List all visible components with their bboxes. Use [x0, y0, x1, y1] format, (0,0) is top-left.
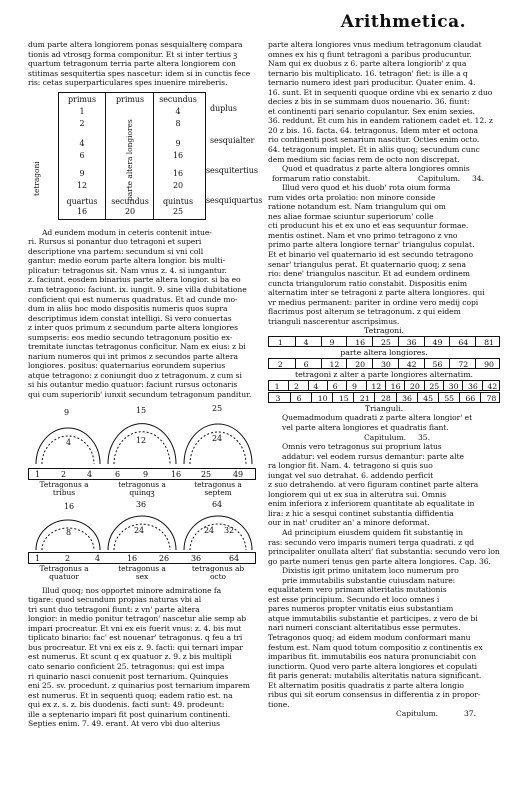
side-label: sesquitertius	[206, 165, 258, 175]
text-line: ille a septenario impari fit post quinarium continenti.	[28, 709, 231, 719]
table-cell: 8	[175, 118, 181, 128]
cell-divider	[404, 381, 405, 390]
left-column	[28, 40, 263, 729]
cell-divider	[449, 337, 450, 346]
text-line: ternario bis multiplicato. 16. tetragon' fiet: is ille a q	[268, 68, 468, 78]
row-value: 25	[429, 382, 440, 392]
text-line: tigare: quod secundum propias naturas vbi al	[28, 595, 202, 605]
arch	[184, 424, 252, 464]
row-value: 30	[448, 382, 459, 392]
arch-inner-value: 24	[204, 525, 215, 535]
text-line: mentis ostinet. Nam et vno primo tetragono z vno	[268, 230, 458, 240]
text-line: fit paris generat: mutabilis alteritatis natura significant.	[268, 671, 482, 681]
chapter-subtitle: vel parte altera longiores et quadratis fiant.	[282, 422, 449, 432]
middle-vertical-label: parte altera longiores	[125, 119, 134, 201]
arch-labels-top	[28, 480, 256, 500]
text-line: principaliter onullata alteri' fiat substantia: secundo vero lon	[268, 547, 500, 557]
text-line: longiorem qui ut ex sua in alterutra sui. Omnis	[268, 489, 447, 499]
chapter-number: 34.	[472, 173, 484, 183]
row-value: 15	[338, 394, 349, 404]
text-line: primo parte altera longiore ternar' triangulus copulat.	[268, 240, 475, 250]
row-value: 9	[143, 469, 149, 479]
cell-divider	[424, 381, 425, 390]
row-value: 4	[87, 469, 93, 479]
cell-divider	[353, 393, 354, 402]
row-value: 16	[127, 553, 138, 563]
text-line: go parte numeri tenus gen parte altera longiores. Cap. 36.	[268, 556, 491, 566]
cell-divider	[398, 359, 399, 368]
row-value: 49	[233, 469, 244, 479]
text-line: rum vides orta prolatio: non minore conside	[268, 192, 436, 202]
row-value: 2	[61, 469, 67, 479]
row-value: 78	[486, 394, 497, 404]
text-line: qui ex z. s. z. bis duodenis. facti sunt: 49. prodeunt:	[28, 700, 225, 710]
text-line: parte altera longiores vnus medium tetragonum claudat	[268, 40, 482, 49]
chapter-35-paragraph	[268, 442, 500, 528]
chapter-heading-35	[268, 433, 500, 443]
side-label: duplus	[210, 103, 237, 113]
text-line: ra longior fit. Nam. 4. tetragono si quis suo	[268, 461, 433, 471]
cell-divider	[475, 337, 476, 346]
row-value: 3	[275, 394, 281, 404]
row-value: 42	[406, 360, 417, 370]
text-line: our in nat' cruditer an' a minore deformat.	[268, 518, 430, 528]
row-value: 1	[277, 338, 283, 348]
row-value: 36	[406, 338, 417, 348]
text-line: est numerus. Et in sequenti quoq; eadem ratio est. na	[28, 690, 233, 700]
table-header: primus	[115, 94, 145, 104]
table-caption: tetragoni z alter a parte longiores alternatim.	[295, 370, 473, 380]
row-value: 56	[432, 360, 443, 370]
text-line: dum parte altera longiorem ponas sesquialterę compara	[28, 40, 243, 49]
right-column	[268, 40, 500, 719]
text-line: Et alternatim positis quadratis z parte altera longio	[268, 680, 464, 690]
row-value: 45	[423, 394, 433, 404]
text-line: dum in aliis hoc modo dispositis numeris quos supra	[28, 304, 228, 314]
row-value: 4	[95, 553, 101, 563]
row-value: 1	[35, 469, 41, 479]
text-line: Tetragonos quoq; ad eidem modum conformari manu	[268, 632, 471, 642]
row-value: 25	[381, 338, 391, 348]
arch-inner-value: 24	[212, 433, 223, 443]
text-line: Nam qui ex duobus z 6. parte altera longiorib' z qua	[268, 59, 467, 69]
left-mid-paragraph	[28, 228, 256, 400]
cell-divider	[443, 381, 444, 390]
alternating-row	[268, 380, 500, 391]
text-line: imparibus fit. immutabilis eos natura pronunciabit con	[268, 652, 477, 662]
row-value: 9	[352, 382, 357, 392]
chapter-label: Capitulum.	[418, 173, 461, 183]
chapter-heading-34	[268, 174, 500, 184]
row-value: 36	[468, 382, 478, 392]
chapter-subtitle: formarum ratio constabit.	[272, 173, 371, 183]
text-line: iungat vel suo detrahat. 6. addendo perficit	[268, 470, 434, 480]
chapter-number: 35.	[418, 432, 430, 442]
table-bottom-value: 25	[172, 206, 184, 216]
text-line: omnes ex his q fiunt tetragoni a paribus producuntur.	[268, 49, 472, 59]
cell-divider	[321, 359, 322, 368]
row-value: 72	[458, 360, 469, 370]
arch-inner	[190, 524, 246, 550]
cell-divider	[372, 337, 373, 346]
row-value: 16	[171, 469, 182, 479]
row-value: 6	[296, 394, 302, 404]
text-line: plicatur: tetragonus sit. Nam vnus z. 4. si iungantur.	[28, 265, 227, 275]
left-bottom-paragraph	[28, 586, 256, 729]
ratio-table-grid	[58, 92, 206, 220]
text-line: est numerus. Et scunt q ex quatuor z. 9. z bis multipli	[28, 652, 232, 662]
text-line: eni 25. sv. procedunt. z quinarius post ternarium imparem	[28, 681, 250, 691]
text-line: tionis ad vtrosqꝫ forma componitur. Et si inter tertius ꝫ	[28, 49, 238, 59]
cell-divider	[332, 393, 333, 402]
arch-label: tetragonus a septem	[194, 479, 242, 497]
arch-diagram-bottom	[28, 500, 256, 552]
row-value: 26	[159, 553, 170, 563]
arch-diagram-top	[28, 404, 256, 468]
arch-inner-value: 24	[134, 525, 145, 535]
arch-inner-value: 4	[66, 437, 72, 447]
row-value: 55	[444, 394, 455, 404]
chapter-label: Capitulum.	[396, 709, 439, 719]
cell-divider	[480, 393, 481, 402]
table-caption: Tetragoni.	[364, 326, 404, 336]
table-cell: 16	[172, 168, 184, 178]
chapter-number: 37.	[464, 709, 476, 719]
row-value: 20	[355, 360, 366, 370]
text-line: rio continenti post senarium nascitur. Octies enim octo.	[268, 135, 480, 145]
text-line: et continenti pari senario copulantur. Sex enim sexies.	[268, 106, 476, 116]
text-line: sumpseris: eos medio secundo tetragonum positio ex-	[28, 332, 233, 342]
cell-divider	[449, 359, 450, 368]
text-line: decies z bis in se summam duos nouenario. 36. fiunt:	[268, 97, 470, 107]
chapter-heading-37	[268, 709, 500, 719]
table-bottom-value: 16	[76, 206, 88, 216]
text-line: 36. reddunt. Et cum his in eandem rationem cadet et. 12. z	[268, 116, 493, 126]
text-line: lira: z hic a sesqui continet substantia diffidentia	[268, 508, 454, 518]
text-line: longiores. positus: quaternarius eorundem superius	[28, 361, 226, 371]
arch-labels-bottom	[28, 564, 256, 586]
row-value: 30	[381, 360, 391, 370]
arch-value: 64	[212, 499, 223, 509]
row-value: 28	[381, 394, 391, 404]
cell-divider	[462, 381, 463, 390]
arch-label: Tetragonus a quatuor	[39, 563, 89, 581]
arch-label: tetragonus a sex	[118, 563, 166, 581]
row-value: 42	[487, 382, 498, 392]
cell-divider	[385, 381, 386, 390]
ratio-table	[28, 92, 263, 224]
cell-divider	[475, 359, 476, 368]
text-line: Illud vero quod et his duob' rota oium forma	[282, 183, 451, 193]
arch-value: 36	[136, 499, 147, 509]
text-line: addatur: vel eodem rursus demantur: parte alte	[282, 451, 464, 461]
cell-divider	[424, 337, 425, 346]
text-line: Illud quoq; nos opportet minore admiratione fa	[42, 585, 222, 595]
principium-paragraph	[268, 528, 500, 566]
row-value: 6	[303, 360, 309, 370]
row-value: 20	[410, 382, 420, 392]
arch-value: 25	[212, 403, 223, 413]
table-header: primus	[67, 94, 97, 104]
row-value: 64	[458, 338, 469, 348]
arch-label: Tetragonus a tribus	[39, 479, 89, 497]
text-line: Dixistis igit primo unitatem loco numerum pro	[282, 566, 459, 576]
row-value: 10	[317, 394, 328, 404]
row-value: 2	[294, 382, 299, 392]
row-value: 90	[484, 360, 494, 370]
text-line: senar' triangulus perat. Et quaternario quoq; z sena	[268, 259, 466, 269]
text-line: ris: cetas superparticulares spes inuenire mireberis.	[28, 78, 228, 88]
text-line: longior: in medio ponitur tetragon' nascetur alie semp ab	[28, 614, 247, 624]
text-line: enim inferiora z inferiorem quantitate ab equalitate in	[268, 499, 475, 509]
text-line: est esse principium. Secundo et loco omnes i	[268, 594, 440, 604]
text-line: nes aliae formae sciuntur superiorum' colle	[268, 211, 434, 221]
text-line: Omnis vero tetragonus sui proprium latus	[282, 442, 442, 452]
text-line: tremitate iunctas tetragonus conficitur. Nam ex eius: z bi	[28, 342, 246, 352]
text-line: alternatim inter se tetragoni z parte altera longiores. qui	[268, 288, 485, 298]
table-caption: parte altera longiores.	[340, 348, 428, 358]
cell-divider	[374, 393, 375, 402]
cell-divider	[396, 393, 397, 402]
text-line: nari numeri consciant alteritatibus esse permutes.	[268, 623, 461, 633]
text-line: cti producunt his et ex uno et eas sequuntur formae.	[268, 221, 469, 231]
text-line: Et et binario vel quaternario id est secundo tetragono	[268, 250, 474, 260]
arch-value: 15	[136, 405, 147, 415]
text-line: tione.	[268, 699, 290, 709]
text-line: 16. sunt. Et in sequenti quoque ordine vbi ex senario z duo	[268, 87, 493, 97]
arch	[184, 516, 252, 550]
row-value: 36	[191, 553, 202, 563]
text-line: cato senario conficient 25. tetragonus: qui est impa	[28, 661, 225, 671]
table-cell: 6	[79, 150, 85, 160]
arch-number-row	[28, 468, 256, 480]
text-line: tiplicato binario: fac' est nouenar' tetragonus. q feu a tri	[28, 633, 243, 643]
text-line: ratione notandum est. Nam triangulum qui om	[268, 202, 446, 212]
text-line: ri. Rursus si ponantur duo tetragoni et superi	[28, 237, 202, 247]
side-label: sesquialter	[210, 135, 255, 145]
cell-divider	[346, 381, 347, 390]
cell-divider	[295, 359, 296, 368]
text-line: impari procreatur. Et vni ex eis fuerit vnus: z. 4. bis mut	[28, 623, 242, 633]
cell-divider	[327, 381, 328, 390]
cell-divider	[346, 359, 347, 368]
chapter-label: Capitulum.	[364, 432, 407, 442]
text-line: equalitatem vero primam alteritatis mutationis	[268, 585, 447, 595]
text-line: flacrimus post alterum se tetragonum. z qui eidem	[268, 307, 461, 317]
row-value: 81	[484, 338, 494, 348]
text-line: descriptimus idem constat intelligi. Si vero conuertas	[28, 313, 232, 323]
table-cell: 20	[172, 180, 184, 190]
cell-divider	[424, 359, 425, 368]
text-line: pares numeros propter vnitatis eius substantiam	[268, 604, 454, 614]
arch-number-row	[28, 552, 256, 564]
arch-value: 16	[64, 501, 75, 511]
text-line: 64. tetragonum implet. Et in aliis quoq; secundum cunc	[268, 145, 480, 155]
table-cell: 4	[175, 106, 181, 116]
row-value: 16	[355, 338, 366, 348]
text-line: ribus qui sit eorum consensus in differentia z in propor-	[268, 690, 481, 700]
table-bottom-value: 20	[124, 206, 136, 216]
text-line: si his outantur medio quatuor: faciunt rursus octonaris	[28, 380, 238, 390]
tetragoni-row	[268, 336, 500, 347]
row-value: 64	[229, 553, 240, 563]
row-value: 6	[115, 469, 121, 479]
text-line: Ad eundem modum in ceteris contenit intue-	[42, 227, 212, 237]
text-line: Septies enim. 7. 49. erant. At vero vbi duo alterius	[28, 719, 220, 729]
cell-divider	[398, 337, 399, 346]
text-line: gantur: medio eorum parte altera longior. bis multi-	[28, 256, 225, 266]
row-value: 4	[313, 382, 319, 392]
text-line: vr medius permanent: pariter in ordine vero medij copi	[268, 297, 479, 307]
chapter-36-paragraph	[268, 566, 500, 709]
cell-divider	[346, 337, 347, 346]
text-line: z. faciunt. eosdem binarius parte altera longior. si ba eo	[28, 275, 241, 285]
cell-divider	[311, 393, 312, 402]
row-value: 9	[329, 338, 335, 348]
table-header: secundus	[159, 94, 197, 104]
text-line: ri quinario nasci conuenit post ternarium. Quinquies	[28, 671, 229, 681]
row-value: 16	[390, 382, 401, 392]
row-value: 6	[332, 382, 338, 392]
table-caption: Trianguli.	[364, 404, 404, 414]
text-line: rio: dene' triangulus nascitur. Et ad eundem ordinem	[268, 269, 470, 279]
text-line: Ad principium eiusdem quidem fit substantię in	[282, 527, 464, 537]
left-top-paragraph	[28, 40, 256, 88]
chapter-title: Quemadmodum quadrati z parte altera longior' et	[282, 413, 473, 423]
cell-divider	[321, 337, 322, 346]
row-value: 12	[329, 360, 340, 370]
text-line: descriptione vna partem: secundum si vni coll	[28, 246, 204, 256]
cell-divider	[459, 393, 460, 402]
text-line: prie immutabilis substantie cuiusdam nature:	[282, 575, 456, 585]
text-line: 20 z bis. 16. facta. 64. tetragonus. Idem mter et octona	[268, 125, 478, 135]
table-cell: 9	[175, 138, 181, 148]
table-cell: 2	[79, 118, 85, 128]
row-value: 2	[277, 360, 283, 370]
text-line: conficient qui est numerus quadratus. Et ad cunde mo-	[28, 294, 238, 304]
table-cell: 16	[172, 150, 184, 160]
table-bottom-label: secundus	[111, 196, 149, 206]
cell-divider	[308, 381, 309, 390]
cell-divider	[290, 393, 291, 402]
cell-divider	[417, 393, 418, 402]
cell-divider	[366, 381, 367, 390]
arch-inner-value: 32	[224, 525, 235, 535]
text-line: quartum tetragonum terria parte altera longiorem con	[28, 59, 236, 69]
arch-inner-value: 8	[66, 527, 72, 537]
parte-altera-row	[268, 358, 500, 369]
arch-value: 9	[64, 407, 70, 417]
cell-divider	[372, 359, 373, 368]
row-value: 12	[371, 382, 382, 392]
text-line: dem medium sic facias rem de octo non discrepat.	[268, 154, 460, 164]
table-cell: 1	[79, 106, 85, 116]
arch-label: tetragonus a quinqꝫ	[118, 479, 166, 497]
text-line: atque tetragono: z coniungit duo z tetragonum. z cum si	[28, 370, 242, 380]
table-bottom-label: quartus	[66, 196, 98, 206]
row-value: 66	[465, 394, 476, 404]
cell-divider	[295, 337, 296, 346]
side-label: sesquiquartus	[206, 195, 263, 205]
left-vertical-label: tetragoni	[32, 161, 41, 196]
cell-divider	[482, 381, 483, 390]
row-value: 36	[402, 394, 412, 404]
table-cell: 4	[79, 138, 85, 148]
arch-inner-value: 12	[136, 435, 147, 445]
chapter-title: Quod et quadratus z parte altera longiores omnis	[282, 164, 470, 174]
text-line: z inter quos primum z secundum parte altera longiores	[28, 323, 238, 333]
text-line: tri sunt duo tetragoni fiunt: z vn' parte altera	[28, 604, 200, 614]
table-bottom-label: quintus	[162, 196, 194, 206]
right-mid-paragraph	[268, 183, 500, 326]
row-value: 1	[274, 382, 280, 392]
trianguli-row	[268, 392, 500, 403]
row-value: 49	[432, 338, 443, 348]
table-cell: 9	[79, 168, 85, 178]
text-line: ras: secundo vero imparis numeri terga quadrati. z qd	[268, 537, 475, 547]
text-line: ternario numero idest pari producitur. Quater enim. 4.	[268, 78, 476, 88]
running-head: Arithmetica.	[340, 12, 466, 32]
text-line: narium numeros qui int primos z secundos parte altera	[28, 351, 238, 361]
text-line: atque immutabilis substantie et participes. z vero de bi	[268, 613, 478, 623]
text-line: qui cum superiorib' iunxit secundum tetragonum panditur.	[28, 390, 252, 400]
row-value: 21	[359, 394, 370, 404]
row-value: 4	[303, 338, 309, 348]
row-value: 25	[201, 469, 212, 479]
text-line: rum tetragono: faciunt. ix. iungit. 9. sine villa dubitatione	[28, 285, 247, 295]
text-line: cuncta triangulorum ratio constabit. Dispositis enim	[268, 278, 468, 288]
arch-label: tetragonus ab octo	[191, 563, 245, 581]
cell-divider	[438, 393, 439, 402]
cell-divider	[288, 381, 289, 390]
row-value: 1	[35, 553, 41, 563]
text-line: z suo detrahendo. at vero figuram continet parte altera	[268, 480, 479, 490]
text-line: festum est. Nam quod totum compositio z continentis ex	[268, 642, 483, 652]
text-line: trianguli nascerentur ascripsimus.	[268, 316, 400, 326]
text-line: iunctiorm. Quod vero parte altera longiores et copulati	[268, 661, 477, 671]
row-value: 2	[65, 553, 71, 563]
text-line: bus procreatur. Et vni ex eis z. 9. facti: qui ternari impar	[28, 642, 243, 652]
right-top-paragraph	[268, 40, 500, 164]
table-cell: 12	[76, 180, 88, 190]
text-line: stitimas sesquitertia spes nascetur: idem si in cunctis fece	[28, 68, 251, 78]
